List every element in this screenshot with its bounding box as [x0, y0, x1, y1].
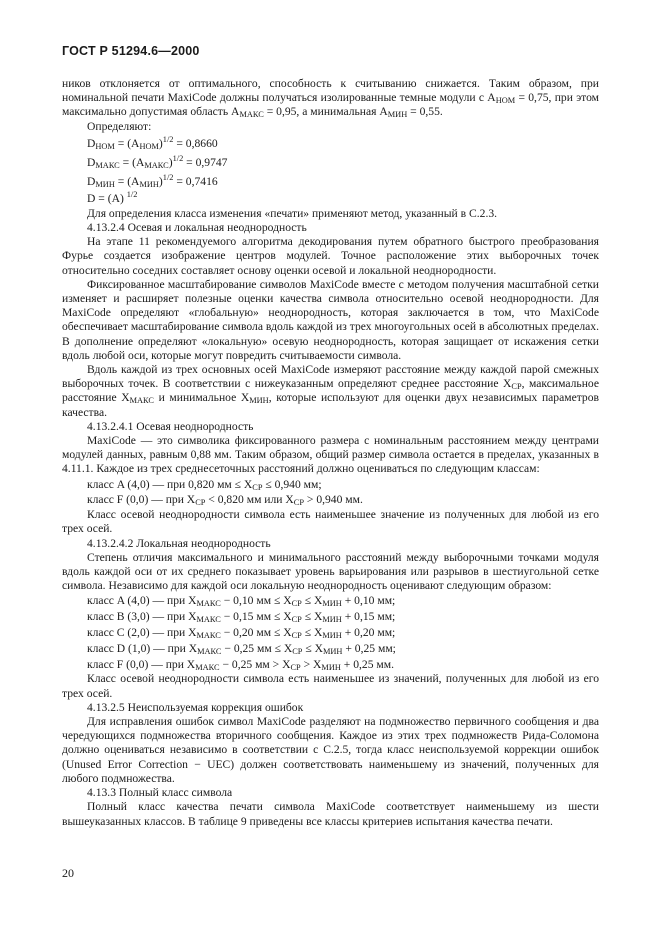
uec-paragraph: Для исправления ошибок символ MaxiCode разделяют на подмножество первичного сообщения и два чередующихся подмножества вторичного сообщения. Каждое из этих трех подмножеств Рида-Соломона должно оцениваться независимо в соответствии с С.2.5, тогда класс неиспользуемой коррекции ошибок (Unused Error Correction − UEC) должен соответствовать наименьшему из значений, полученных для любого подмножества.: [62, 715, 599, 785]
page-number: 20: [62, 866, 74, 880]
local-class-a: класс A (4,0) — при $X_{МАКС} - 0,10$ мм ≤ $X_{СР} \le X_{МИН} + 0,10$ мм;: [87, 594, 396, 609]
fixed-scaling-paragraph: Фиксированное масштабирование символов MaxiCode вместе с методом получения масштабной сетки изменяет и расширяет полезные оценки качества символа относительно осевой неоднородности. Для MaxiCode определяют «глобальную» неоднородность, которая заключается в том, что MaxiCode обеспечивает масштабирование символа вдоль каждой из трех многоугольных осей в абсолютных пределах. В дополнение определяют «локальную» осевую неоднородность, которая защищает от искажения сетки вдоль любой оси, которые могут повредить считываемости символа.: [62, 277, 599, 362]
formula-d: D = (A) $^{1/2}$: [87, 189, 138, 205]
degree-paragraph: Степень отличия максимального и минимального расстояний между выборочными точками модуля вдоль каждой оси от их среднего показывает уровень варьирования или разрывов в шестиугольной сетке символа. Независимо для каждой оси локальную неоднородность оценивают следующим образом:: [62, 550, 599, 593]
maxicode-paragraph: MaxiCode — это символика фиксированного размера с номинальным расстоянием между центрами модулей данных, равным 0,88 мм. Таким образом, общий размер символа остается в пределах, указанных в 4.11.1. Каждое из трех среднесеточных расстояний должно оцениваться по следующим классам:: [62, 434, 599, 476]
standard-header: ГОСТ Р 51294.6—2000: [62, 44, 200, 58]
section-heading-4-13-2-5: 4.13.2.5 Неиспользуемая коррекция ошибок: [87, 700, 304, 714]
local-result-paragraph: Класс осевой неоднородности символа есть наименьшее из значений, полученных для любой из его трех осей.: [62, 672, 599, 700]
axial-result-paragraph: Класс осевой неоднородности символа есть наименьшее значение из полученных для любой из его трех осей.: [62, 508, 599, 536]
method-paragraph: Для определения класса изменения «печати» применяют метод, указанный в С.2.3.: [87, 206, 498, 220]
local-class-d: класс D (1,0) — при $X_{МАКС} - 0,25$ мм ≤ $X_{СР} \le X_{МИН} + 0,25$ мм;: [87, 641, 396, 656]
full-grade-paragraph: Полный класс качества печати символа MaxiCode соответствует наименьшему из шести вышеуказанных классов. В таблице 9 приведены все классы критериев испытания качества печати.: [62, 800, 599, 828]
page-body: [62, 77, 599, 829]
section-heading-4-13-2-4: 4.13.2.4 Осевая и локальная неоднородность: [87, 221, 307, 235]
local-class-c: класс C (2,0) — при $X_{МАКС} - 0,20$ мм ≤ $X_{СР} \le X_{МИН} + 0,20$ мм;: [87, 626, 396, 641]
axes-paragraph: Вдоль каждой из трех основных осей MaxiCode измеряют расстояние между каждой парой смежных выборочных точек. В соответствии с нижеуказанным определяют среднее расстояние $X_{СР}$, максимальное расстояние $X_{МАКС}$ и минимальное $X_{МИН}$, которые используют для оценки двух независимых параметров качества.: [62, 363, 599, 419]
formula-d-nom: $D_{НОМ} = (A_{НОМ})^{1/2} = 0,8660$: [87, 134, 218, 151]
define-label: Определяют:: [87, 119, 152, 133]
section-heading-4-13-3: 4.13.3 Полный класс символа: [87, 786, 233, 800]
intro-paragraph: ников отклоняется от оптимального, способность к считыванию снижается. Таким образом, при номинальной печати MaxiCode должны получаться изолированные темные модули с $A_{НОМ} = 0,75$, при этом максимально допустимая область $A_{МАКС} = 0,95$, а минимальная $A_{МИН} = 0,55$.: [62, 77, 599, 120]
section-heading-4-13-2-4-1: 4.13.2.4.1 Осевая неоднородность: [87, 419, 254, 433]
section-heading-4-13-2-4-2: 4.13.2.4.2 Локальная неоднородность: [87, 536, 271, 550]
axial-class-f: класс F (0,0) — при $X_{СР} < 0,820$ мм или $X_{СР} > 0,940$ мм.: [87, 493, 363, 508]
formula-d-maks: $D_{МАКС} = (A_{МАКС})^{1/2} = 0,9747$: [87, 153, 228, 170]
formula-d-min: $D_{МИН} = (A_{МИН})^{1/2} = 0,7416$: [87, 172, 218, 189]
stage-paragraph: На этапе 11 рекомендуемого алгоритма декодирования путем обратного быстрого преобразования Фурье создается изображение центров модулей. Точное расположение этих выборочных точек относительно соседних составляет основу оценки осевой и локальной неоднородности.: [62, 235, 599, 277]
local-class-b: класс B (3,0) — при $X_{МАКС} - 0,15$ мм ≤ $X_{СР} \le X_{МИН} + 0,15$ мм;: [87, 610, 396, 625]
axial-class-a: класс A (4,0) — при 0,820 мм ≤ $X_{СР} \le 0,940$ мм;: [87, 477, 322, 492]
local-class-f: класс F (0,0) — при $X_{МАКС} - 0,25$ мм > $X_{СР} > X_{МИН} + 0,25$ мм.: [87, 657, 394, 672]
